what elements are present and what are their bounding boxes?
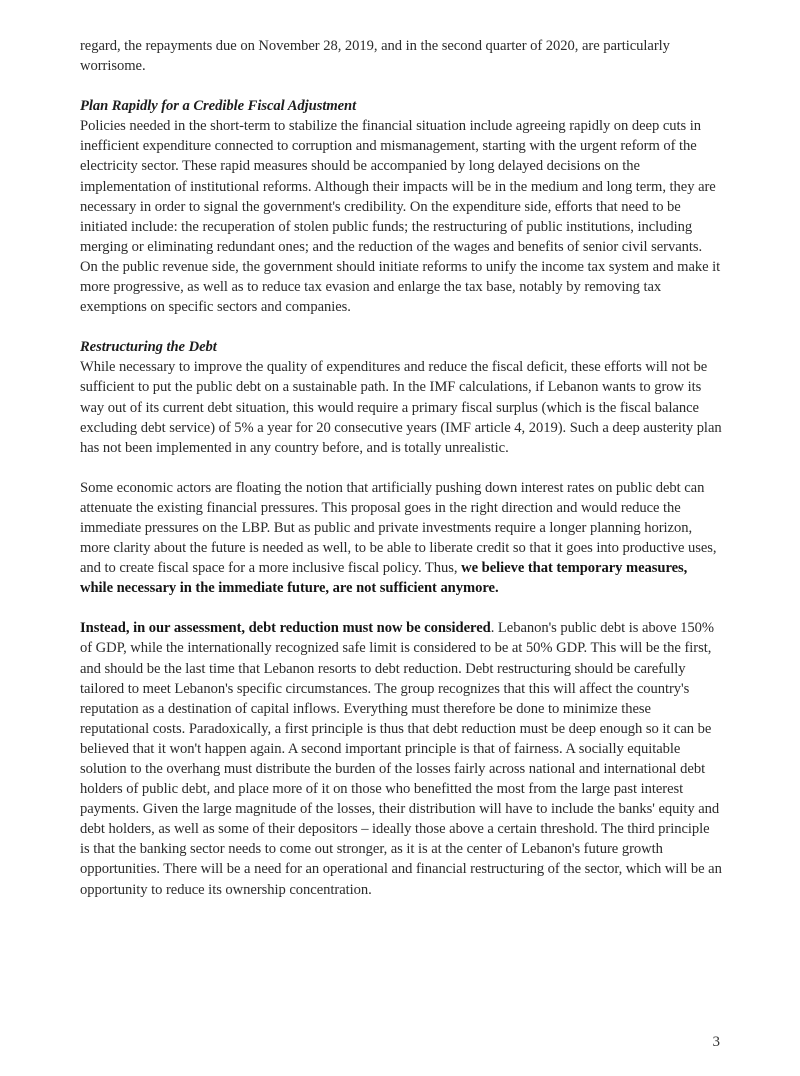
paragraph-3-text: . Lebanon's public debt is above 150% of GDP, while the internationally recognized safe limit is considered to be at 50% GDP. This will be the first, and should be the last time that Lebanon resorts to debt reduction. Debt restructuring should be carefully tailored to meet Lebanon's specific circumstances. The group recognizes that this will affect the country's reputation as a destination of capital inflows. Everything must therefore be done to minimize these reputational costs. Paradoxically, a first principle is thus that debt reduction must be deep enough so it can be believed that it won't happen again. A second important principle is that of fairness. A socially equitable solution to the overhang must distribute the burden of the losses fairly across national and international debt holders of public debt, and place more of it on those who benefitted the most from the large past interest payments. Given the large magnitude of the losses, their distribution will have to include the banks' equity and debt holders, as well as some of their depositors – ideally those above a certain threshold. The third principle is that the banking sector needs to come out stronger, as it is at the center of Lebanon's future growth opportunities. There will be a need for an operational and financial restructuring of the sector, which will be an opportunity to reduce its ownership concentration. — [80, 620, 722, 898]
restructuring-paragraph-2 — [80, 478, 722, 599]
restructuring-paragraph-1: While necessary to improve the quality of expenditures and reduce the fiscal deficit, these efforts will not be sufficient to put the public debt on a sustainable path. In the IMF calculations, if Lebanon wants to grow its way out of its current debt situation, this would require a primary fiscal surplus (which is the fiscal balance excluding debt service) of 5% a year for 20 consecutive years (IMF article 4, 2019). Such a deep austerity plan has not been implemented in any country before, and is totally unrealistic. — [80, 359, 722, 456]
section-restructuring-debt — [80, 337, 722, 899]
paragraph-3-emphasis: Instead, in our assessment, debt reduction must now be considered — [80, 620, 491, 637]
paragraph-2-text: Some economic actors are floating the notion that artificially pushing down interest rates on public debt can attenuate the existing financial pressures. This proposal goes in the right direction and would reduce the immediate pressures on the LBP. But as public and private investments require a longer planning horizon, more clarity about the future is needed as well, to be able to liberate credit so that it goes into productive uses, and to create fiscal space for a more inclusive fiscal policy. Thus, — [80, 479, 717, 577]
paragraph-2-emphasis: we believe that temporary measures, while necessary in the immediate future, are not sufficient anymore. — [80, 560, 688, 597]
continuation-paragraph: regard, the repayments due on November 28, 2019, and in the second quarter of 2020, are particularly worrisome. — [80, 38, 670, 75]
section-heading-fiscal-adjustment: Plan Rapidly for a Credible Fiscal Adjustment — [80, 98, 357, 115]
restructuring-paragraph-3 — [80, 618, 722, 899]
fiscal-adjustment-paragraph: Policies needed in the short-term to stabilize the financial situation include agreeing rapidly on deep cuts in inefficient expenditure connected to corruption and mismanagement, starting with the urgent reform of the electricity sector. These rapid measures should be accompanied by long delayed decisions on the implementation of institutional reforms. Although their impacts will be in the medium and long term, they are necessary in order to signal the government's credibility. On the expenditure side, efforts that need to be initiated include: the recuperation of stolen public funds; the restructuring of public institutions, including merging or eliminating redundant ones; and the reduction of the wages and benefits of senior civil servants. On the public revenue side, the government should initiate reforms to unify the income tax system and make it more progressive, as well as to reduce tax evasion and enlarge the tax base, notably by removing tax exemptions on specific sectors and companies. — [80, 118, 721, 316]
section-fiscal-adjustment — [80, 96, 722, 317]
section-heading-restructuring-debt: Restructuring the Debt — [80, 339, 217, 356]
page-number: 3 — [712, 1034, 720, 1050]
